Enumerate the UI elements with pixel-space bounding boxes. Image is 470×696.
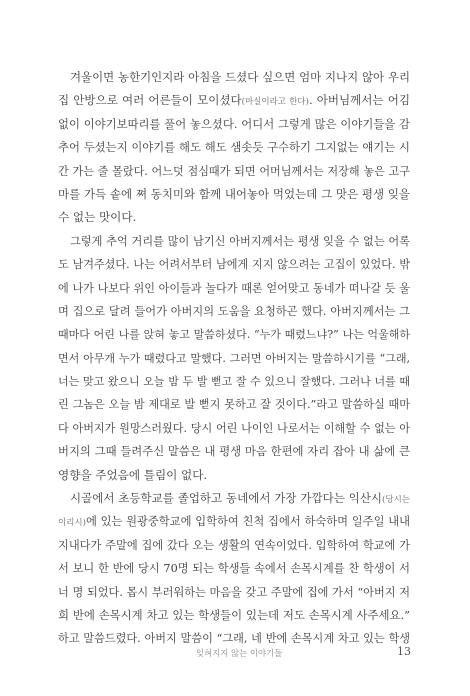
text-line <box>58 206 410 229</box>
line-text: 면서 아무개 누가 때렸다고 말했다. 그러면 아버지는 말씀하시기를 “그래, <box>58 351 410 365</box>
text-line <box>58 347 410 370</box>
line-text: 린 그놈은 오늘 밤 제대로 발 뻗지 못하고 잘 것이다.”라고 말씀하실 때마 <box>58 398 410 412</box>
text-line <box>58 183 410 206</box>
line-text: 다 아버지가 원망스러웠다. 당시 어린 나이인 나로서는 이해할 수 없는 아 <box>58 421 410 435</box>
text-line <box>58 89 410 112</box>
line-text: 수 없는 맛이다. <box>58 210 137 225</box>
line-text: 겨울이면 농한기인지라 아침을 드셨다 싶으면 엄마 지나지 않아 우리 <box>70 70 410 84</box>
text-line <box>58 510 410 533</box>
line-text: 너 명 되었다. 몹시 부러워하는 마음을 갖고 주말에 집에 가서 “아버지 저 <box>58 585 410 599</box>
line-text: 지내다가 주말에 집에 갔다 오는 생활의 연속이었다. 입학하여 학교에 가 <box>58 538 410 552</box>
text-line <box>58 581 410 604</box>
inline-note: 이리시) <box>58 518 86 529</box>
text-line <box>58 323 410 346</box>
text-line <box>58 557 410 580</box>
line-text: 도 남겨주셨다. 나는 어려서부터 남에게 지지 않으려는 고집이 있었다. 밖 <box>58 258 410 272</box>
inline-note: (당시는 <box>382 495 410 506</box>
page-footer <box>0 647 470 661</box>
paragraph-middle-school <box>58 487 410 651</box>
line-text: 에 나가 나보다 위인 아이들과 놀다가 때론 얻어맞고 동네가 떠나갈 듯 울 <box>58 281 410 295</box>
text-line <box>58 230 410 253</box>
text-line <box>58 160 410 183</box>
text-line <box>58 300 410 323</box>
line-text: 간 가는 줄 몰랐다. 어느덧 점심때가 되면 어머님께서는 저장해 놓은 고구 <box>58 164 410 178</box>
line-text: 영향을 주었음에 틀림이 없다. <box>58 467 208 482</box>
text-line <box>58 464 410 487</box>
running-title: 잊혀지지 않는 이야기들 <box>196 648 283 658</box>
text-line <box>58 253 410 276</box>
text-line <box>58 66 410 89</box>
text-line <box>58 370 410 393</box>
line-text: 시골에서 초등학교를 졸업하고 동네에서 가장 가깝다는 익산시 <box>70 491 383 506</box>
body-text <box>58 66 410 651</box>
text-line <box>58 534 410 557</box>
text-line <box>58 440 410 463</box>
text-line <box>58 604 410 627</box>
text-line <box>58 113 410 136</box>
line-text: 며 집으로 달려 들어가 아버지의 도움을 요청하곤 했다. 아버지께서는 그 <box>58 304 410 318</box>
line-text: 없이 이야기보따리를 풀어 놓으셨다. 어디서 그렇게 많은 이야기들을 감 <box>58 116 410 131</box>
line-text: 너는 맞고 왔으니 오늘 밤 두 발 뻗고 잘 수 있으니 잘했다. 그러나 너를 때 <box>58 375 410 389</box>
paragraph-fathers-sayings <box>58 230 410 487</box>
text-line <box>58 136 410 159</box>
line-text: 그렇게 추억 거리를 많이 남기신 아버지께서는 평생 잊을 수 없는 어록 <box>70 234 410 248</box>
text-line <box>58 393 410 416</box>
text-line <box>58 487 410 510</box>
line-text-after: 에 있는 원광중학교에 입학하여 친척 집에서 하숙하며 일주일 내내 <box>85 515 410 529</box>
inline-note: (마실이라고 한다) <box>241 97 309 108</box>
line-text: 버지의 그때 들려주신 말씀은 내 평생 마음 한편에 자리 잡아 내 삶에 큰 <box>58 444 410 459</box>
line-text: 하고 말씀드렸다. 아버지 말씀이 “그래, 네 반에 손목시계 차고 있는 학생 <box>58 632 410 646</box>
line-text: 서 보니 한 반에 당시 70명 되는 학생들 속에서 손목시계를 찬 학생이 서 <box>58 562 410 576</box>
line-text: 희 반에 손목시계 차고 있는 학생들이 있는데 저도 손목시계 사주세요.” <box>58 607 410 622</box>
line-text: 때마다 어린 나를 앉혀 놓고 말씀하셨다. “누가 때렸느냐?” 나는 억울해하 <box>58 328 410 342</box>
text-line <box>58 417 410 440</box>
line-text-after: . 아버님께서는 어김 <box>308 93 410 108</box>
line-text: 마를 가득 솥에 쪄 동치미와 함께 내어놓아 먹었는데 그 맛은 평생 잊을 <box>58 186 410 201</box>
line-text: 집 안방으로 여러 어른들이 모이셨다 <box>58 93 242 108</box>
line-text: 추어 두셨는지 이야기를 해도 해도 샘솟듯 구수하기 그지없는 얘기는 시 <box>58 140 410 155</box>
page-number: 13 <box>397 645 411 658</box>
text-line <box>58 277 410 300</box>
paragraph-winter-gatherings <box>58 66 410 230</box>
